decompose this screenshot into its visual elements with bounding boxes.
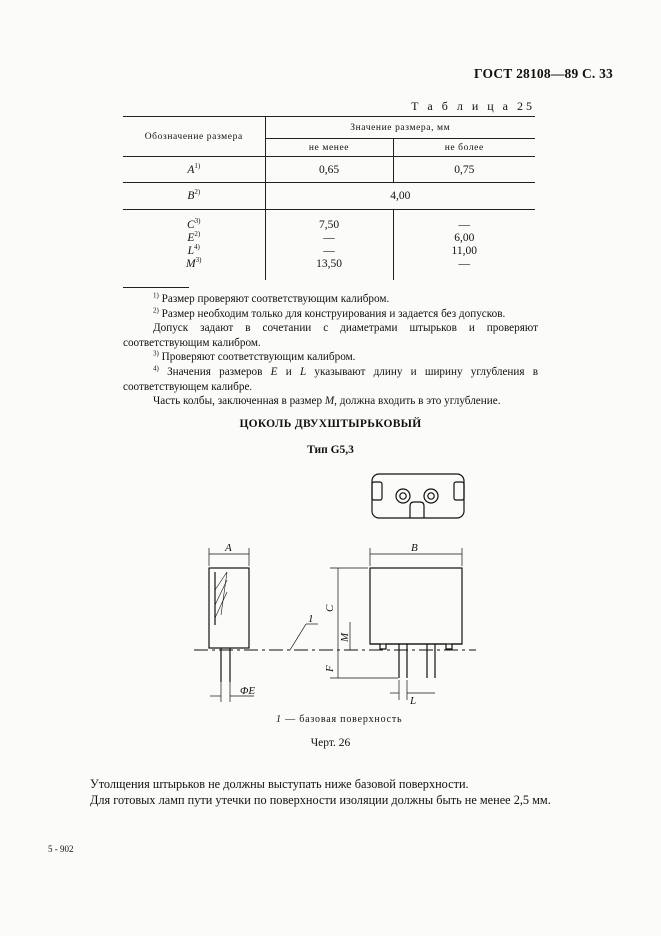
footnote-rule: [123, 287, 189, 288]
row-symbol: E: [187, 231, 195, 244]
body-text: [90, 776, 570, 808]
body-para-2: Для готовых ламп пути утечки по поверхности изоляции должны быть не менее 2,5 мм.: [90, 793, 551, 807]
row-symbol: A: [187, 163, 195, 176]
row-symbol: M: [186, 257, 196, 270]
footnote-ref: 2): [194, 188, 201, 197]
row-symbol: C: [186, 218, 195, 231]
body-para-1: Утолщения штырьков не должны выступать ниже базовой поверхности.: [90, 777, 469, 791]
footnote-2: $^{2)}$ Размер необходим только для конструирования и задается без допусков.: [153, 305, 506, 320]
row-max: 6,00: [454, 231, 475, 244]
footnote-ref: 4): [194, 242, 200, 251]
row-min: —: [323, 231, 335, 244]
row-min: 7,50: [318, 218, 340, 231]
dim-e-label: ΦE: [240, 685, 256, 697]
row-max: —: [458, 218, 470, 231]
table-row: [123, 183, 535, 210]
row-min: 13,50: [316, 257, 342, 270]
row-value: 4,00: [265, 183, 535, 210]
table-caption: Т а б л и ц а 25: [411, 99, 535, 113]
footnote-2-extra: Допуск задают в сочетании с диаметрами штырьков и проверяют соответствующим калибром.: [123, 322, 538, 349]
footnote-ref: 1): [194, 161, 201, 170]
row-min: 0,65: [265, 157, 393, 183]
side-view: [209, 548, 254, 702]
table-row: [123, 157, 535, 183]
row-symbol: B: [187, 190, 195, 202]
header-value-group: Значение размера, мм: [265, 117, 535, 139]
header-min: не менее: [265, 139, 393, 157]
dim-l-label: L: [410, 695, 417, 707]
callout-1-label: 1: [308, 613, 314, 625]
header-designation: Обозначение размера: [123, 117, 265, 157]
row-symbol: L: [187, 244, 195, 257]
footnote-ref: 2): [194, 229, 201, 238]
g53-base-drawing: [190, 460, 480, 710]
dim-b-label: B: [411, 542, 418, 554]
top-view: [372, 474, 464, 518]
table-row-group: [123, 210, 535, 280]
footnote-ref: 3): [195, 255, 202, 264]
dim-c-label: C: [324, 604, 336, 612]
dimensions-table: [123, 116, 535, 280]
section-title: ЦОКОЛЬ ДВУХШТЫРЬКОВЫЙ: [239, 418, 422, 430]
row-max: 11,00: [451, 244, 477, 257]
row-max: 0,75: [393, 157, 535, 183]
front-view: [330, 548, 462, 700]
dim-f-label: F: [324, 665, 336, 672]
header-max: не более: [393, 139, 535, 157]
page-code: 5 - 902: [48, 844, 74, 854]
dim-a-label: A: [225, 542, 232, 554]
dim-m-label: M: [339, 632, 351, 642]
footnote-4: $^{4)}$ Значения размеров E и L указывают длину и ширину углубления в соответствующем калибре.: [123, 364, 539, 393]
footnotes: [123, 292, 538, 409]
footnote-1: $^{1)}$ Размер проверяют соответствующим калибром.: [153, 291, 390, 305]
section-type: Тип G5,3: [307, 444, 354, 456]
figure-caption: Черт. 26: [310, 737, 351, 749]
footnote-ref: 3): [194, 216, 201, 225]
footnote-5: Часть колбы, заключенная в размер M, должна входить в это углубление.: [153, 395, 501, 408]
footnote-3: $^{3)}$ Проверяют соответствующим калибром.: [153, 349, 356, 364]
figure-legend: 1 — базовая поверхность: [276, 714, 403, 725]
page-header: ГОСТ 28108—89 С. 33: [474, 66, 613, 81]
row-min: —: [323, 244, 335, 257]
row-max: —: [458, 257, 470, 270]
